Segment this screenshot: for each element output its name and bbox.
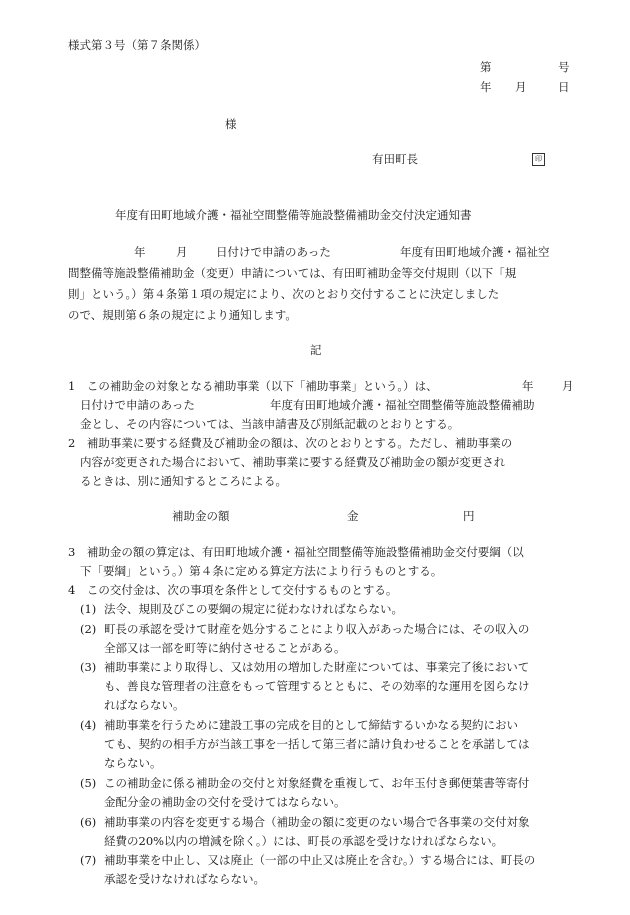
condition-text: 全部又は一部を町等に納付させることがある。 bbox=[104, 641, 346, 655]
number-label-suffix: 号 bbox=[558, 60, 570, 74]
condition-text: 補助事業を中止し、又は廃止（一部の中止又は廃止を含む。）する場合には、町長の bbox=[104, 853, 536, 867]
date-year-label: 年 bbox=[480, 80, 492, 94]
amount-kin: 金 bbox=[347, 509, 359, 523]
number-label-prefix: 第 bbox=[480, 60, 492, 74]
condition-text: この補助金に係る補助金の交付と対象経費を重複して、お年玉付き郵便葉書等寄付 bbox=[104, 776, 530, 790]
amount-yen: 円 bbox=[463, 509, 475, 523]
document-title: 年度有田町地域介護・福祉空間整備等施設整備補助金交付決定通知書 bbox=[115, 208, 472, 222]
condition-text: 法令、規則及びこの要綱の規定に従わなければならない。 bbox=[104, 602, 403, 616]
intro-fiscal-text: 年度有田町地域介護・福祉空 bbox=[400, 245, 550, 259]
date-month-label: 月 bbox=[515, 80, 527, 94]
amount-label: 補助金の額 bbox=[172, 509, 230, 523]
condition-number: (2) bbox=[80, 622, 97, 636]
intro-line-4: ので、規則第６条の規定により通知します。 bbox=[68, 308, 297, 322]
item3-line-1: 3 補助金の額の算定は、有田町地域介護・福祉空間整備等施設整備補助金交付要綱（以 bbox=[68, 545, 524, 559]
item1-month: 月 bbox=[562, 379, 574, 393]
condition-text: も、善良な管理者の注意をもって管理するとともに、その効率的な運用を図らなけ bbox=[104, 679, 530, 693]
form-label: 様式第３号（第７条関係） bbox=[68, 38, 206, 52]
condition-text: 経費の20%以内の増減を除く。）には、町長の承認を受けなければならない。 bbox=[104, 834, 504, 848]
condition-number: (4) bbox=[80, 718, 97, 732]
condition-number: (3) bbox=[80, 660, 97, 674]
item1-line-2: 年度有田町地域介護・福祉空間整備等施設整備補助 bbox=[270, 398, 535, 412]
intro-month: 月 bbox=[176, 245, 188, 259]
condition-number: (5) bbox=[80, 776, 97, 790]
condition-text: ても、契約の相手方が当該工事を一括して第三者に請け負わせることを承諾しては bbox=[104, 737, 530, 751]
item1-year: 年 bbox=[522, 379, 534, 393]
item4-line-1: 4 この交付金は、次の事項を条件として交付するものとする。 bbox=[68, 583, 398, 597]
item1-applied-text: 日付けで申請のあった bbox=[80, 398, 195, 412]
seal-mark: 印 bbox=[532, 153, 545, 166]
condition-text: 町長の承認を受けて財産を処分することにより収入があった場合には、その収入の bbox=[104, 622, 530, 636]
ki-heading: 記 bbox=[310, 343, 322, 357]
condition-text: 承認を受けなければならない。 bbox=[104, 872, 265, 886]
item1-line-1: 1 この補助金の対象となる補助事業（以下「補助事業」という。）は、 bbox=[68, 379, 438, 393]
condition-text: 補助事業を行うために建設工事の完成を目的として締結するいかなる契約におい bbox=[104, 718, 518, 732]
issuer-name: 有田町長 bbox=[372, 152, 418, 166]
condition-number: (1) bbox=[80, 602, 97, 616]
condition-text: ならない。 bbox=[104, 756, 162, 770]
condition-text: ればならない。 bbox=[104, 698, 185, 712]
condition-text: 金配分金の補助金の交付を受けてはならない。 bbox=[104, 795, 346, 809]
item2-line-3: るときは、別に通知するところによる。 bbox=[80, 474, 287, 488]
item1-line-3: 金とし、その内容については、当該申請書及び別紙記載のとおりとする。 bbox=[80, 417, 460, 431]
intro-line-3: 則」という。）第４条第１項の規定により、次のとおり交付することに決定しました bbox=[68, 287, 500, 301]
item2-line-2: 内容が変更された場合において、補助事業に要する経費及び補助金の額が変更され bbox=[80, 455, 506, 469]
intro-line-2: 間整備等施設整備補助金（変更）申請については、有田町補助金等交付規則（以下「規 bbox=[68, 266, 517, 280]
date-day-label: 日 bbox=[558, 80, 570, 94]
intro-applied-text: 日付けで申請のあった bbox=[216, 245, 331, 259]
condition-text: 補助事業の内容を変更する場合（補助金の額に変更のない場合で各事業の交付対象 bbox=[104, 815, 530, 829]
condition-text: 補助事業により取得し、又は効用の増加した財産については、事業完了後において bbox=[104, 660, 530, 674]
intro-year: 年 bbox=[134, 245, 146, 259]
condition-number: (6) bbox=[80, 815, 97, 829]
item3-line-2: 下「要綱」という。）第４条に定める算定方法により行うものとする。 bbox=[80, 564, 443, 578]
condition-number: (7) bbox=[80, 853, 97, 867]
addressee-suffix: 様 bbox=[225, 117, 237, 131]
item2-line-1: 2 補助事業に要する経費及び補助金の額は、次のとおりとする。ただし、補助事業の bbox=[68, 436, 513, 450]
